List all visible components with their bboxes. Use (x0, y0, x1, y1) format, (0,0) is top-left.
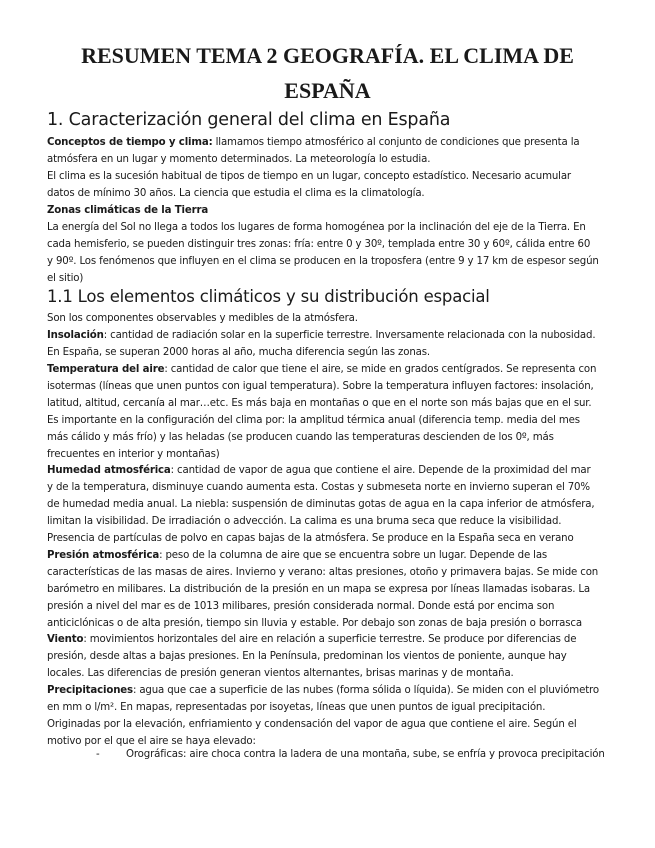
label-humedad: Humedad atmosférica (47, 465, 171, 476)
label-insolacion: Insolación (47, 330, 104, 341)
paragraph-temperatura (47, 361, 599, 463)
bullet-dash: - (96, 749, 100, 760)
text-precipitaciones: : agua que cae a superficie de las nubes (forma sólida o líquida). Se miden con el pluviómetro en mm o l/m². En mapas, representadas por isoyetas, líneas que unen puntos de igual precipitación. Originadas por la elevación, enfriamiento y condensación del vapor de agua que contiene el aire. Según el motivo por el que el aire se haya elevado: (47, 685, 599, 747)
text-humedad: : cantidad de vapor de agua que contiene el aire. Depende de la proximidad del mar y de la temperatura, disminuye cuando aumenta esta. Costas y submeseta norte en invierno superan el 70% de humedad media anual. La niebla: suspensión de diminutas gotas de agua en la capa inferior de atmósfera, limitan la visibilidad. De irradiación o advección. La calima es una bruma seca que reduce la visibilidad. Presencia de partículas de polvo en capas bajas de la atmósfera. Se produce en la España seca en verano (47, 465, 595, 544)
paragraph-tiempo-clima (47, 134, 599, 168)
document-title: RESUMEN TEMA 2 GEOGRAFÍA. EL CLIMA DE ESPAÑA (81, 43, 574, 103)
paragraph-clima: El clima es la sucesión habitual de tipos de tiempo en un lugar, concepto estadístico. Necesario acumular datos de mínimo 30 años. La ciencia que estudia el clima es la climatología. (47, 171, 571, 199)
list-item-orograficas (96, 746, 605, 763)
text-temperatura: : cantidad de calor que tiene el aire, se mide en grados centígrados. Se representa con isotermas (líneas que unen puntos con igual temperatura). Sobre la temperatura influyen factores: insolación, latitud, altitud, cercanía al mar…etc. Es más baja en montañas o que en el norte son más bajas que en el sur. Es importante en la configuración del clima por: la amplitud térmica anual (diferencia temp. media del mes más cálido y más frío) y las heladas (se producen cuando las temperaturas descienden de los 0º, más frecuentes en interior y montañas) (47, 364, 597, 460)
paragraph-presion (47, 547, 599, 632)
paragraph-viento (47, 631, 599, 682)
paragraph-zonas: La energía del Sol no llega a todos los lugares de forma homogénea por la inclinación del eje de la Tierra. En cada hemisferio, se pueden distinguir tres zonas: fría: entre 0 y 30º, templada entre 30 y 60º, cálida entre 60 y 90º. Los fenómenos que influyen en el clima se producen en la troposfera (entre 9 y 17 km de espesor según el sitio) (47, 222, 599, 284)
section-heading-caracterizacion: 1. Caracterización general del clima en España (47, 110, 451, 130)
label-precipitaciones: Precipitaciones (47, 685, 133, 696)
section-heading-elementos: 1.1 Los elementos climáticos y su distribución espacial (47, 287, 490, 306)
paragraph-precipitaciones (47, 682, 599, 750)
text-orograficas: Orográficas: aire choca contra la ladera de una montaña, sube, se enfría y provoca precipitación (126, 749, 605, 760)
text-presion: : peso de la columna de aire que se encuentra sobre un lugar. Depende de las características de las masas de aires. Invierno y verano: altas presiones, otoño y primavera bajas. Se mide con barómetro en milibares. La distribución de la presión en un mapa se expresa por líneas llamadas isobaras. La presión a nivel del mar es de 1013 milibares, presión considerada normal. Donde está por encima son anticiclónicas o de alta presión, tiempo sin lluvia y estable. Por debajo son zonas de baja presión o borrasca (47, 550, 599, 629)
text-insolacion: : cantidad de radiación solar en la superficie terrestre. Inversamente relacionada con la nubosidad. En España, se superan 2000 horas al año, mucha diferencia según las zonas. (47, 330, 596, 358)
label-tiempo-clima: Conceptos de tiempo y clima: (47, 137, 213, 148)
label-temperatura: Temperatura del aire (47, 364, 165, 375)
paragraph-intro-elementos: Son los componentes observables y medibles de la atmósfera. (47, 313, 358, 324)
paragraph-insolacion (47, 327, 599, 361)
label-viento: Viento (47, 634, 84, 645)
label-zonas-climaticas: Zonas climáticas de la Tierra (47, 205, 209, 216)
text-tiempo-clima: llamamos tiempo atmosférico al conjunto de condiciones que presenta la atmósfera en un lugar y momento determinados. La meteorología lo estudia. (47, 137, 580, 165)
label-presion: Presión atmosférica (47, 550, 160, 561)
text-viento: : movimientos horizontales del aire en relación a superficie terrestre. Se produce por diferencias de presión, desde altas a bajas presiones. En la Península, predominan los vientos de poniente, aunque hay locales. Las diferencias de presión generan vientos alternantes, brisas marinas y de montaña. (47, 634, 577, 679)
subheading-zonas-climaticas (47, 202, 599, 219)
paragraph-humedad (47, 462, 599, 547)
